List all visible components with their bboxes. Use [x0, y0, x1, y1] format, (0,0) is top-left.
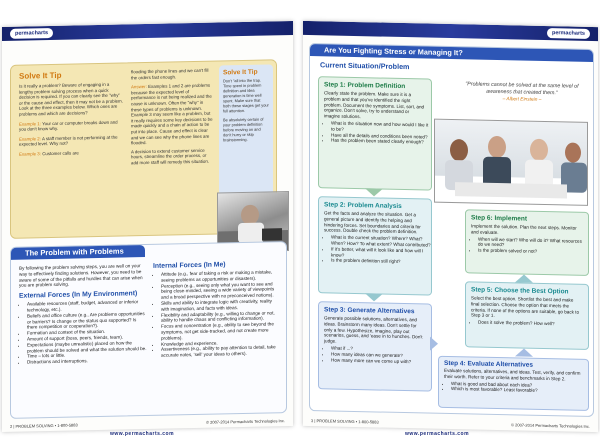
arrow-right-3	[430, 337, 438, 351]
left-footer-copyright: © 2007-2014 Permacharts Technologies Inc.	[206, 418, 285, 425]
internal-item: • Skills and ability to integrate logic with creativity, reality with imagination, and facts with ideas.	[161, 298, 279, 312]
problem-section	[10, 241, 287, 419]
step2-card	[318, 196, 432, 295]
process-panel	[309, 43, 594, 417]
step5-bullets	[466, 320, 588, 328]
right-logo: permacharts	[547, 28, 590, 39]
step1-bullets	[319, 120, 431, 146]
external-item: • Time – lots or little.	[27, 351, 147, 359]
tip-continued-intro: flooding the phone lines and we can't fill the orders fast enough.	[131, 67, 209, 80]
right-footer: 3 | PROBLEM SOLVING • 1-800-5883	[311, 418, 379, 425]
step3-title: Step 3: Generate Alternatives	[324, 306, 415, 316]
banner-title: Are You Fighting Stress or Managing It?	[310, 44, 593, 62]
arrow-down-2	[365, 293, 383, 301]
external-item: • Formation and context of the situation.	[27, 328, 147, 336]
internal-item: • Focus and concentration (e.g., ability to see beyond the symptoms, not get side-tracked, and not create more problems).	[161, 321, 279, 341]
left-page-url: www.permacharts.com	[110, 431, 175, 437]
example1-text: Your car or computer breaks down and you don't know why.	[19, 119, 118, 132]
step6-title: Step 6: Implement	[471, 214, 527, 223]
problem-section-title: The Problem with Problems	[11, 245, 145, 260]
right-page-url: www.permacharts.com	[405, 431, 470, 437]
tip-body: Is it really a problem? Beware of engaging in a lengthy problem solving process when a quick decision is required. If you can clearly see the "why" or the cause and effect, then it may not be a problem. Look at the three examples below. Which ones are problems and which are decisions?	[19, 81, 123, 117]
external-item: • Beliefs and office culture (e.g., Are problems opportunities or barriers? Is change or the status quo supported? Is there competition or cooperation?).	[27, 311, 147, 331]
einstein-quote: "Problems cannot be solved at the same level of awareness that created them."	[465, 81, 579, 96]
example2-label: Example 2:	[19, 135, 41, 142]
step1-card	[318, 76, 432, 190]
example3-text: Customer calls are	[42, 150, 79, 157]
step5-body: Select the best option. Shortlist the best and make final selection. Choose the option that meets the criteria. If none of the options are suitable, go back to Step 3 or 1.	[471, 295, 580, 319]
internal-forces-list	[153, 269, 279, 359]
problem-intro: By following the problem solving steps, you are well on your way to effectively finding solutions. However, you need to be aware of some of the pitfalls and hurdles that can arise when you are problem solving.	[19, 263, 143, 289]
step1-bullet: • Has the problem been stated clearly enough?	[331, 138, 431, 146]
internal-item: • Attitude (e.g., fear of taking a risk or making a mistake, seeing problems as opportunities or disasters).	[161, 269, 279, 283]
step2-title: Step 2: Problem Analysis	[324, 201, 402, 210]
step1-body: Clearly state the problem. Make sure it is a problem and that you've identified the right problem. Document the symptoms. List, sort, and organize. Don't solve, try to understand or imagine solutions.	[324, 90, 425, 120]
step4-title: Step 4: Evaluate Alternatives	[444, 359, 533, 369]
internal-item: • Knowledge and experience.	[161, 339, 279, 347]
step5-card	[465, 281, 589, 350]
decision-text: A decision to extend customer service hours, streamline the order process, or add more staff will remedy this situation.	[131, 147, 210, 166]
step3-card	[318, 301, 432, 391]
internal-item: • Flexibility and adaptability (e.g., willing to change or not, ability to handle chaos and conflicting information).	[161, 310, 279, 324]
step4-bullets	[439, 380, 588, 395]
internal-item: • Perception (e.g., seeing only what you want to see and being close-minded, seeing a wide variety of viewpoints and a broad perspective with no preconceived notions).	[161, 281, 279, 301]
quote-author: – Albert Einstein –	[502, 97, 542, 103]
quote-block	[460, 81, 584, 104]
step3-body: Generate possible solutions, alternatives, and ideas. Brainstorm many ideas. Don't settle for only a few. Hypothesize, imagine, play out scenarios, guess, and 'ease in to hunches. Don't judge.	[324, 315, 423, 344]
internal-forces-title: Internal Forces (In Me)	[153, 261, 226, 270]
step6-bullet: • When will we start? Who will do it? What resources do we need?	[478, 236, 588, 250]
step2-bullet: • What is the current situation? Where? What? When? How? To what extent? What contributed?	[331, 235, 431, 249]
step1-bullet: • What is the situation now and how would I like it to be?	[331, 120, 431, 134]
left-logo: permacharts	[10, 28, 53, 39]
step6-card	[465, 209, 589, 276]
external-forces-title: External Forces (In My Environment)	[19, 290, 138, 300]
arrow-up-4	[515, 348, 533, 356]
left-footer: 2 | PROBLEM SOLVING • 1-800-5883	[10, 422, 78, 429]
left-page	[2, 21, 293, 432]
right-page	[303, 21, 598, 432]
step1-bullet: • Have all the details and conditions been noted?	[331, 132, 431, 140]
step4-card	[438, 356, 589, 411]
team-meeting-photo	[434, 119, 588, 206]
step2-body: Get the facts and analyze the situation. Get a general picture and identify the helping and hindering forces. Set boundaries and criteria for success. Double check the problem definition.	[324, 210, 421, 235]
step6-body: Implement the solution. Plan the next steps. Monitor and evaluate.	[471, 223, 577, 235]
answer-label: Answer:	[131, 84, 147, 90]
step1-title: Step 1: Problem Definition	[324, 81, 406, 91]
step3-bullet: • How many ideas can we generate?	[331, 351, 431, 359]
inner-tip-title: Solve It Tip	[223, 68, 258, 77]
team-meeting-illustration	[435, 120, 587, 205]
answer-text: Examples 1 and 2 are problems because the expected level of performance is not being realized and the cause is unknown. Often the "why" in these types of problems is unknown. Example 3 may seem like a problem, but it really requires some key decisions to be made quickly and a chain of action to be put into place. Cause and effect is clear and we can see why the phone lines are flooded.	[131, 82, 213, 146]
arrow-down-1	[365, 188, 383, 196]
example3-label: Example 3:	[19, 151, 41, 157]
internal-item: • Assertiveness (e.g., ability to pay attention to detail, take accurate notes, 'sell' your ideas to others).	[161, 345, 279, 359]
tip-title: Solve It Tip	[19, 70, 62, 81]
current-situation-title: Current Situation/Problem	[320, 60, 410, 72]
external-item: • Distractions and interruptions.	[27, 357, 147, 365]
step2-bullets	[319, 234, 431, 265]
step6-bullets	[466, 236, 588, 256]
right-footer-copyright: © 2007-2014 Permacharts Technologies Inc.	[511, 422, 590, 429]
step2-bullet: • If it's better, what will it look like and how will I know?	[331, 246, 431, 260]
external-item: • Amount of support (boss, peers, friends, team).	[27, 334, 147, 342]
inner-tip-body1: Don't "all into the trap. Time spent in problem definition and idea generation is time well spent. Make sure that both these stages get your full attention.	[223, 77, 269, 114]
step3-bullets	[319, 345, 431, 365]
external-item: • Expectations (maybe unrealistic) placed on how the problem should be solved and what the solution should be.	[27, 340, 147, 354]
example1-label: Example 1:	[19, 120, 41, 127]
step6-bullet: • Is the problem solved or not?	[478, 248, 588, 256]
step5-title: Step 5: Choose the Best Option	[471, 286, 569, 296]
example2-text: A staff member is not performing at the expected level. Why not?	[19, 134, 118, 148]
step2-bullet: • Is the problem definition still right?	[331, 258, 431, 266]
step3-bullet: • How many more can we come up with?	[331, 357, 431, 365]
external-item: • Available resources (staff, budget, advanced or inferior technology, etc.).	[27, 299, 147, 313]
step5-bullet: • Does it solve the problem? How well?	[478, 320, 588, 328]
external-forces-list	[19, 299, 147, 365]
step4-body: Evaluate solutions, alternatives, and ideas. Test, verify, and confirm their worth. Refer to your criteria and benchmarks in Step 2.	[444, 367, 581, 382]
step4-bullet: • Which is most favorable? Least favorable?	[451, 386, 588, 395]
step3-bullet: • What if ...?	[331, 345, 431, 353]
inner-tip-body2: Be absolutely certain of your problem definition before moving on and don't hurry or skip brainstorming.	[223, 116, 264, 143]
step4-bullet: • What is good and bad about each idea?	[451, 381, 588, 390]
